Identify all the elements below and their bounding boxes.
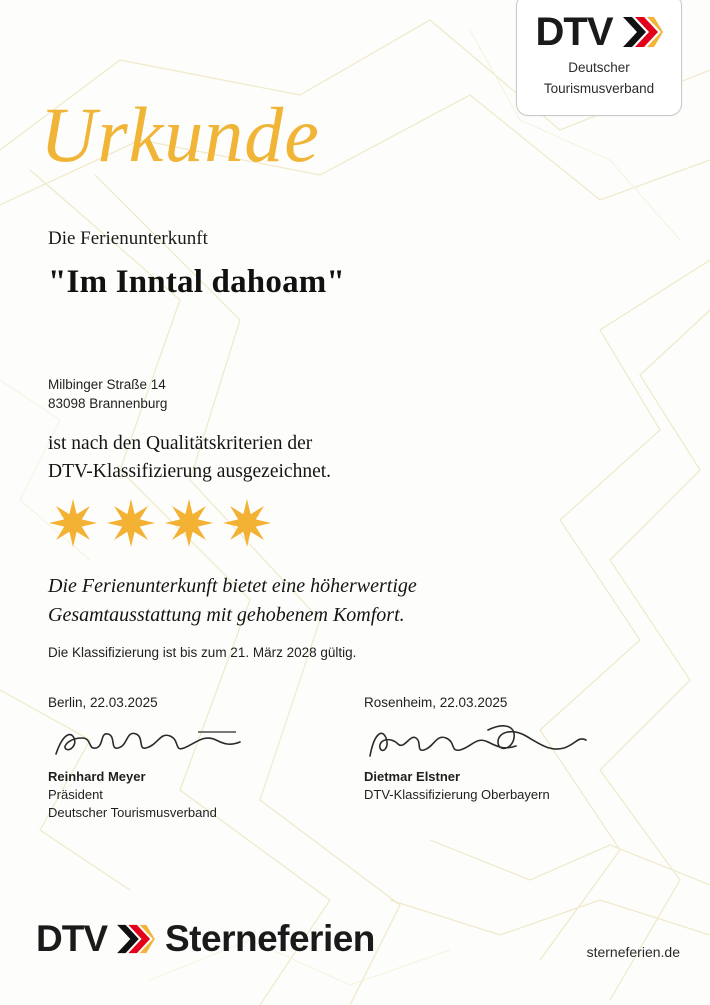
footer-url: sterneferien.de — [586, 944, 680, 960]
signature-name-left: Reinhard Meyer — [48, 769, 146, 784]
address-line-1: Milbinger Straße 14 — [48, 377, 166, 392]
signature-block-left — [48, 694, 248, 822]
signature-place-date-right: Rosenheim, 22.03.2025 — [364, 695, 508, 710]
signature-block-right — [364, 694, 594, 804]
star-icon — [48, 498, 98, 548]
object-name: "Im Inntal dahoam" — [48, 264, 345, 300]
signature-name-right: Dietmar Elstner — [364, 769, 461, 784]
description-text — [48, 572, 417, 630]
signature-org-left: Deutscher Tourismusverband — [48, 805, 217, 820]
signature-scribble-right-icon — [364, 716, 594, 768]
dtv-subtitle-line1: Deutscher — [568, 60, 630, 75]
page-title: Urkunde — [40, 91, 320, 178]
validity-text: Die Klassifizierung ist bis zum 21. März 2028 gültig. — [48, 645, 357, 660]
dtv-logo-row — [517, 9, 681, 55]
star-rating — [48, 498, 272, 548]
criteria-line-1: ist nach den Qualitätskriterien der — [48, 433, 313, 454]
footer-logo — [36, 920, 375, 957]
description-line-1: Die Ferienunterkunft bietet eine höherwertige — [48, 575, 417, 597]
footer-chevron-icon — [115, 923, 155, 955]
dtv-subtitle-line2: Tourismusverband — [543, 81, 655, 96]
footer-brand-text: DTV — [36, 918, 107, 959]
description-line-2: Gesamtausstattung mit gehobenem Komfort. — [48, 604, 405, 626]
criteria-text — [48, 430, 331, 486]
intro-label: Die Ferienunterkunft — [48, 228, 208, 249]
star-icon — [164, 498, 214, 548]
address-block — [48, 375, 167, 413]
signature-role-left: Präsident — [48, 787, 103, 802]
signature-place-date-left: Berlin, 22.03.2025 — [48, 695, 158, 710]
dtv-chevron-icon — [621, 15, 663, 49]
footer-word-text: Sterneferien — [165, 918, 375, 959]
signature-scribble-left-icon — [48, 716, 248, 768]
star-icon — [222, 498, 272, 548]
dtv-logo-badge — [516, 0, 682, 116]
criteria-line-2: DTV-Klassifizierung ausgezeichnet. — [48, 461, 332, 482]
address-line-2: 83098 Brannenburg — [48, 396, 168, 411]
star-icon — [106, 498, 156, 548]
signature-role-right: DTV-Klassifizierung Oberbayern — [364, 787, 550, 802]
dtv-brand-text: DTV — [535, 10, 613, 54]
